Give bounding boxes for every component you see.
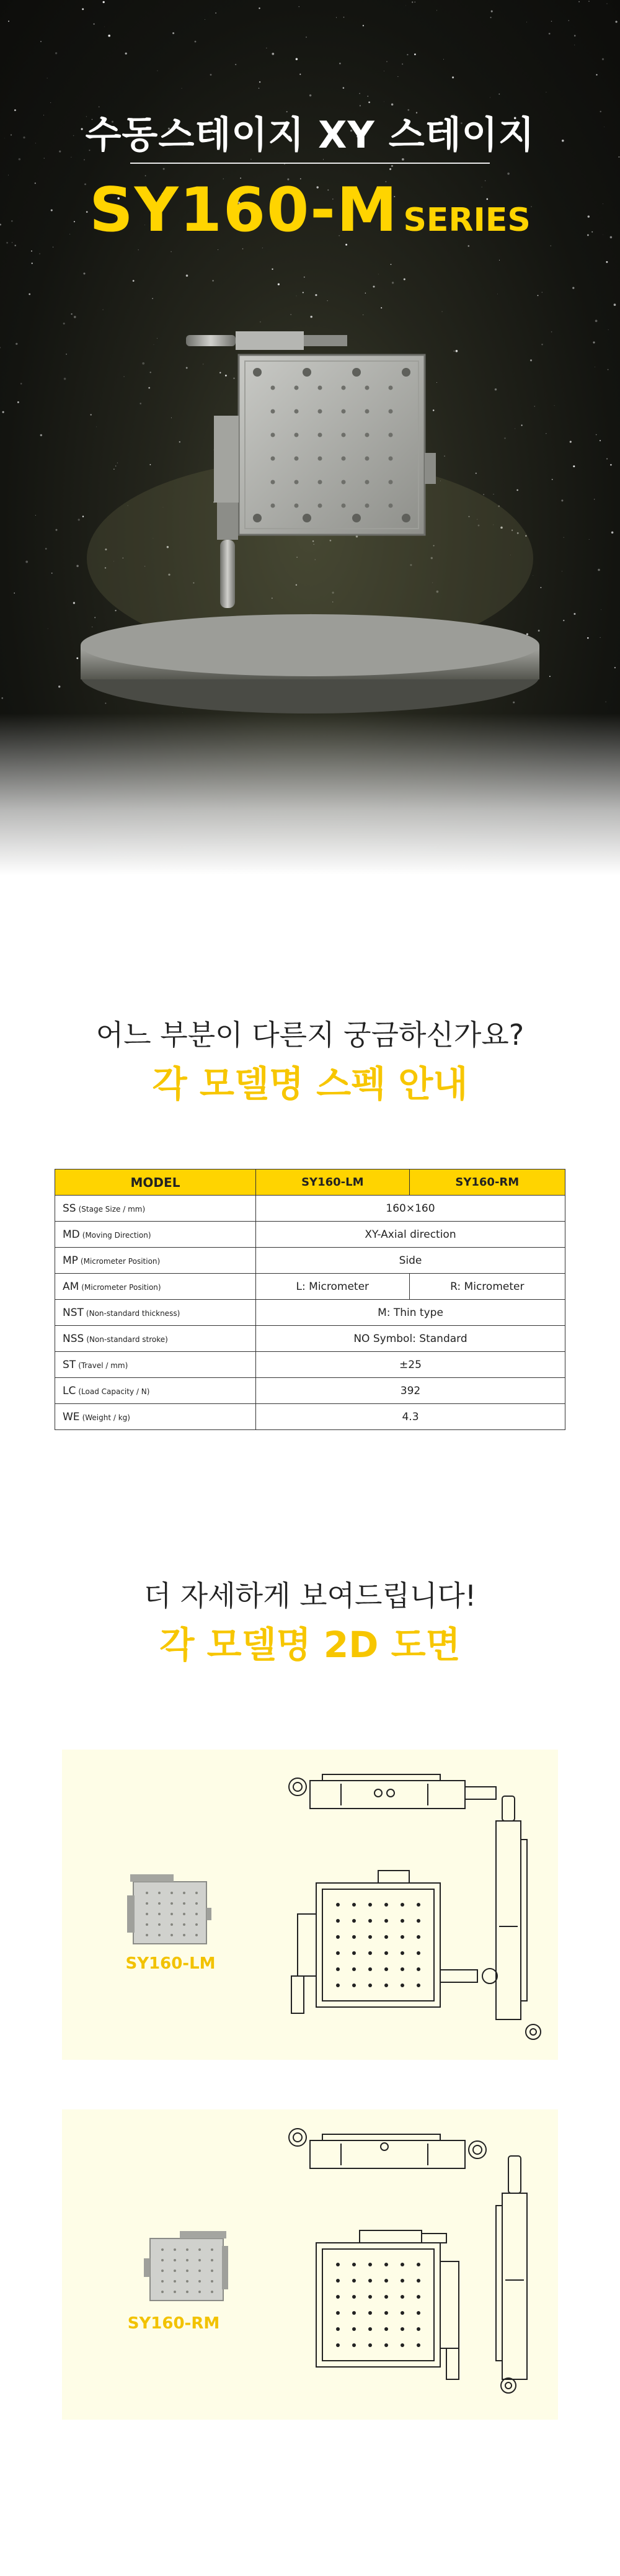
hero-fade: [0, 713, 620, 875]
header-model: MODEL: [55, 1169, 256, 1196]
spec-value: 392: [256, 1378, 565, 1404]
spec-value: NO Symbol: Standard: [256, 1326, 565, 1352]
spec-label: [55, 1248, 256, 1274]
spec-value: XY-Axial direction: [256, 1222, 565, 1248]
spec-row-st: [55, 1352, 565, 1378]
spec-value: M: Thin type: [256, 1300, 565, 1326]
spec-code: MP: [63, 1254, 78, 1267]
hero-divider: [130, 163, 490, 164]
spec-value: 160×160: [256, 1196, 565, 1222]
spec-desc: (Micrometer Position): [80, 1256, 161, 1266]
spec-code: WE: [63, 1410, 80, 1423]
hero-banner: [0, 0, 620, 875]
drawing-panel-lm: [62, 1750, 558, 2060]
stage-product-image: [0, 298, 620, 745]
spec-label: [55, 1222, 256, 1248]
spec-desc: (Travel / mm): [78, 1361, 128, 1370]
hero-series: SERIES: [403, 202, 531, 239]
spec-desc: (Load Capacity / N): [78, 1387, 150, 1396]
spec-label: [55, 1274, 256, 1300]
spec-row-am: [55, 1274, 565, 1300]
spec-table-body: [55, 1196, 565, 1430]
drawing-label-lm: SY160-LM: [125, 1954, 216, 1973]
spec-label: [55, 1352, 256, 1378]
spec-value-lm: L: Micrometer: [256, 1274, 410, 1300]
spec-code: AM: [63, 1280, 79, 1293]
hero-title: 수동스테이지 XY 스테이지: [85, 114, 535, 157]
spec-value: ±25: [256, 1352, 565, 1378]
spec-row-ss: [55, 1196, 565, 1222]
spec-code: NST: [63, 1306, 84, 1319]
hero-model-name: [0, 175, 620, 246]
spec-label: [55, 1326, 256, 1352]
spec-desc: (Non-standard thickness): [86, 1308, 180, 1318]
spec-code: LC: [63, 1384, 76, 1397]
spec-question: 어느 부분이 다른지 궁금하신가요?: [95, 1018, 525, 1052]
hero-model: SY160-M: [89, 175, 399, 246]
spec-label: [55, 1196, 256, 1222]
spec-table: [55, 1169, 565, 1430]
spec-row-we: [55, 1404, 565, 1430]
spec-desc: (Stage Size / mm): [78, 1204, 146, 1214]
header-lm: SY160-LM: [256, 1169, 410, 1196]
spec-row-md: [55, 1222, 565, 1248]
spec-code: ST: [63, 1358, 76, 1371]
drawing-heading: 각 모델명 2D 도면: [159, 1624, 461, 1666]
spec-value: Side: [256, 1248, 565, 1274]
spec-code: SS: [63, 1202, 76, 1215]
spec-label: [55, 1404, 256, 1430]
spec-value: 4.3: [256, 1404, 565, 1430]
technical-drawing-rm: [285, 2119, 552, 2410]
spec-label: [55, 1300, 256, 1326]
spec-header-row: [55, 1169, 565, 1196]
mini-stage-lm-image: [127, 1871, 214, 1951]
spec-desc: (Non-standard stroke): [86, 1335, 168, 1344]
spec-value-rm: R: Micrometer: [409, 1274, 565, 1300]
drawing-label-rm: SY160-RM: [127, 2314, 220, 2333]
drawing-panel-rm: [62, 2109, 558, 2420]
spec-desc: (Moving Direction): [82, 1230, 151, 1240]
spec-row-nss: [55, 1326, 565, 1352]
drawing-question: 더 자세하게 보여드립니다!: [143, 1579, 477, 1612]
technical-drawing-lm: [285, 1759, 552, 2051]
spec-code: NSS: [63, 1332, 84, 1345]
header-rm: SY160-RM: [409, 1169, 565, 1196]
spec-row-mp: [55, 1248, 565, 1274]
spec-label: [55, 1378, 256, 1404]
spec-row-lc: [55, 1378, 565, 1404]
mini-stage-rm-image: [143, 2227, 229, 2308]
spec-desc: (Micrometer Position): [81, 1282, 161, 1292]
spec-row-nst: [55, 1300, 565, 1326]
spec-heading: 각 모델명 스펙 안내: [152, 1063, 468, 1105]
spec-code: MD: [63, 1228, 80, 1241]
spec-desc: (Weight / kg): [82, 1413, 130, 1422]
